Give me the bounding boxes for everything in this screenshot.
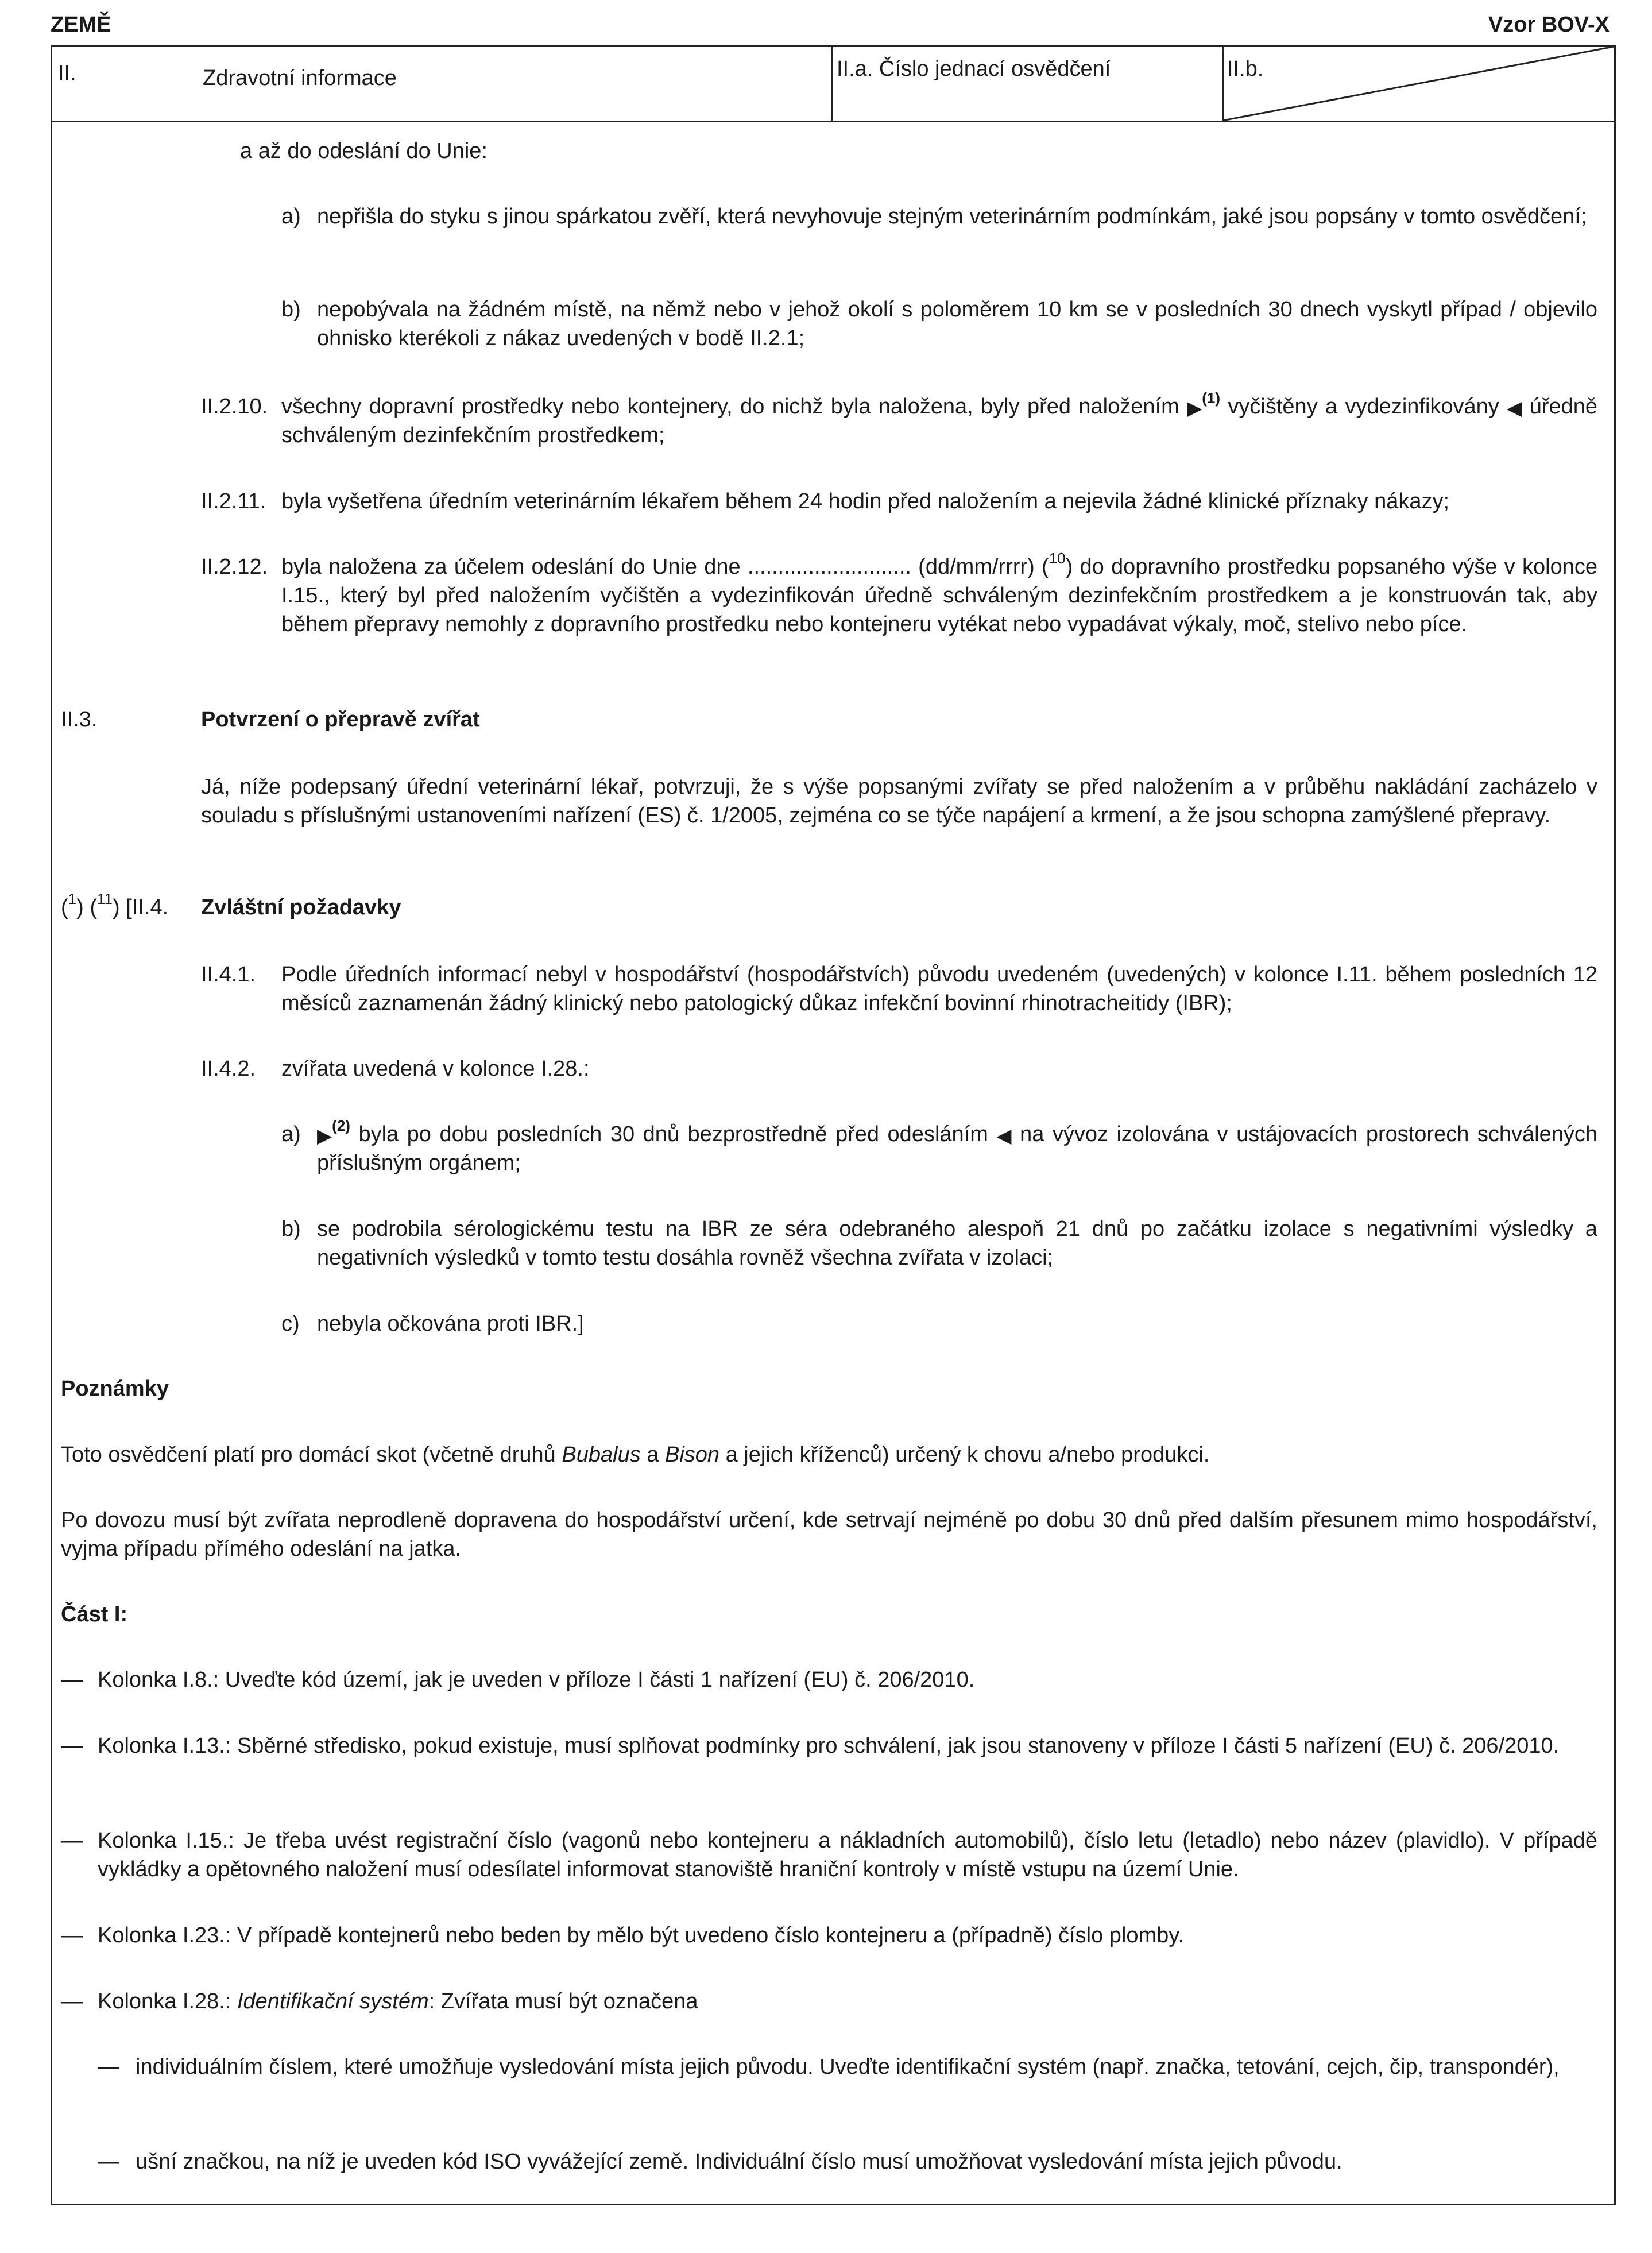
dash-icon: —	[98, 2150, 119, 2174]
ii-4-title: Zvláštní požadavky	[201, 895, 401, 919]
dash-icon: —	[61, 1829, 83, 1853]
intro-text: a až do odeslání do Unie:	[240, 139, 488, 163]
ii-4-2-c-label: c)	[281, 1312, 300, 1336]
country-label: ZEMĚ	[51, 13, 111, 37]
ii-4-prefix: ($^1$) ($^{11}$) [II.4.	[61, 890, 169, 919]
notes-paragraph-1: Toto osvědčení platí pro domácí skot (včetně druhů Bubalus a Bison a jejich kříženců) určený k chovu a/nebo produkci.	[61, 1443, 1210, 1467]
start-marker-icon: ▶	[1187, 397, 1202, 419]
ii-4-1-number: II.4.1.	[201, 963, 256, 987]
ii-2-12-number: II.2.12.	[201, 555, 268, 579]
notes-title: Poznámky	[61, 1377, 169, 1401]
ii-4-2-text: zvířata uvedená v kolonce I.28.:	[281, 1057, 590, 1081]
ii-2-10-number: II.2.10.	[201, 395, 268, 419]
item-b-label: b)	[281, 297, 301, 322]
ii-2-11-text: byla vyšetřena úředním veterinárním lékařem během 24 hodin před naložením a nejevila žádné klinické příznaky nákazy;	[281, 489, 1450, 513]
ii-2-10-text: všechny dopravní prostředky nebo kontejnery, do nichž byla naložena, byly před naložením ▶$^{(1)}$ vyčištěny a vydezinfikovány ◀ úředně schváleným dezinfekčním prostředkem;	[281, 389, 1598, 447]
note-kolonka-i15: Kolonka I.15.: Je třeba uvést registrační číslo (vagonů nebo kontejneru a nákladních automobilů), číslo letu (letadlo) nebo název (plavidlo). V případě vykládky a opětovného naložení musí odesílatel informovat stanoviště hraniční kontroly v místě vstupu na území Unie.	[98, 1829, 1597, 1881]
reference-number-label: II.a. Číslo jednací osvědčení	[837, 57, 1111, 81]
dash-icon: —	[61, 1668, 83, 1692]
dash-icon: —	[61, 1923, 83, 1947]
ii-3-number: II.3.	[61, 708, 98, 732]
item-a-label: a)	[281, 204, 301, 229]
ii-3-title: Potvrzení o přepravě zvířat	[201, 708, 480, 732]
ii-2-11-number: II.2.11.	[201, 489, 266, 513]
ii-4-2-number: II.4.2.	[201, 1057, 256, 1081]
ii-4-2-b-text: se podrobila sérologickému testu na IBR ze séra odebraného alespoň 21 dnů po začátku izolace s negativními výsledky a negativních výsledků v tomto testu dosáhla rovněž všechna zvířata v izolaci;	[317, 1217, 1597, 1270]
section-header	[52, 47, 1614, 122]
note-sub-individual-number: individuálním číslem, které umožňuje vysledování místa jejich původu. Uveďte identifikační systém (např. značka, tetování, cejch, čip, transpondér),	[136, 2055, 1560, 2079]
start-marker-icon: ▶	[317, 1125, 332, 1147]
iib-label: II.b.	[1227, 57, 1264, 81]
part-1-title: Část I:	[61, 1602, 128, 1626]
ii-3-text: Já, níže podepsaný úřední veterinární lékař, potvrzuji, že s výše popsanými zvířaty se před naložením a v průběhu nakládání zacházelo v souladu s příslušnými ustanoveními nařízení (ES) č. 1/2005, zejména co se týče napájení a krmení, a že jsou schopna zamýšlené přepravy.	[201, 775, 1597, 828]
section-title: Zdravotní informace	[203, 66, 397, 90]
section-number: II.	[58, 61, 76, 86]
end-marker-icon: ◀	[1507, 397, 1522, 419]
note-kolonka-i23: Kolonka I.23.: V případě kontejnerů nebo beden by mělo být uvedeno číslo kontejneru a (případně) číslo plomby.	[98, 1923, 1185, 1947]
ii-4-2-b-label: b)	[281, 1217, 301, 1241]
dash-icon: —	[61, 1734, 83, 1758]
ii-4-2-a-label: a)	[281, 1122, 301, 1146]
note-kolonka-i13: Kolonka I.13.: Sběrné středisko, pokud existuje, musí splňovat podmínky pro schválení, jak jsou stanoveny v příloze I části 5 nařízení (EU) č. 206/2010.	[98, 1734, 1560, 1758]
notes-paragraph-2: Po dovozu musí být zvířata neprodleně dopravena do hospodářství určení, kde setrvají nejméně po dobu 30 dnů před dalším přesunem mimo hospodářství, vyjma případu přímého odeslání na jatka.	[61, 1508, 1597, 1561]
ii-4-1-text: Podle úředních informací nebyl v hospodářství (hospodářstvích) původu uvedeném (uvedených) v kolonce I.11. během posledních 12 měsíců zaznamenán žádný klinický nebo patologický důkaz infekční bovinní rhinotracheitidy (IBR);	[281, 963, 1597, 1015]
ii-4-2-c-text: nebyla očkována proti IBR.]	[317, 1312, 584, 1336]
diagonal-line	[1222, 47, 1614, 121]
end-marker-icon: ◀	[996, 1125, 1012, 1147]
note-kolonka-i8: Kolonka I.8.: Uveďte kód území, jak je uveden v příloze I části 1 nařízení (EU) č. 206/2010.	[98, 1668, 975, 1692]
dash-icon: —	[61, 1989, 83, 2014]
note-kolonka-i28: Kolonka I.28.: Identifikační systém: Zvířata musí být označena	[98, 1989, 698, 2014]
dash-icon: —	[98, 2055, 119, 2079]
note-sub-ear-tag: ušní značkou, na níž je uveden kód ISO vyvážející země. Individuální číslo musí umožňovat vysledování místa jejich původu.	[136, 2150, 1343, 2174]
ii-2-12-text: byla naložena za účelem odeslání do Unie dne ........................... (dd/mm/rrrr) ($^{10}$) do dopravního prostředku popsaného výše v kolonce I.15., který byl před naložením vyčištěn a vydezinfikován úředně schváleným dezinfekčním prostředkem a je konstruován tak, aby během přepravy nemohly z dopravního prostředku nebo kontejneru vytékat nebo vypadávat výkaly, moč, stelivo nebo píce.	[281, 550, 1597, 636]
item-b-text: nepobývala na žádném místě, na němž nebo v jehož okolí s poloměrem 10 km se v posledních 30 dnech vyskytl případ / objevilo ohnisko kterékoli z nákaz uvedených v bodě II.2.1;	[317, 297, 1597, 350]
model-label: Vzor BOV-X	[1488, 13, 1610, 37]
item-a-text: nepřišla do styku s jinou spárkatou zvěří, která nevyhovuje stejným veterinárním podmínkám, jaké jsou popsány v tomto osvědčení;	[317, 204, 1587, 229]
ii-4-2-a-text: ▶$^{(2)}$ byla po dobu posledních 30 dnů bezprostředně před odesláním ◀ na vývoz izolována v ustájovacích prostorech schválených příslušným orgánem;	[317, 1117, 1597, 1175]
